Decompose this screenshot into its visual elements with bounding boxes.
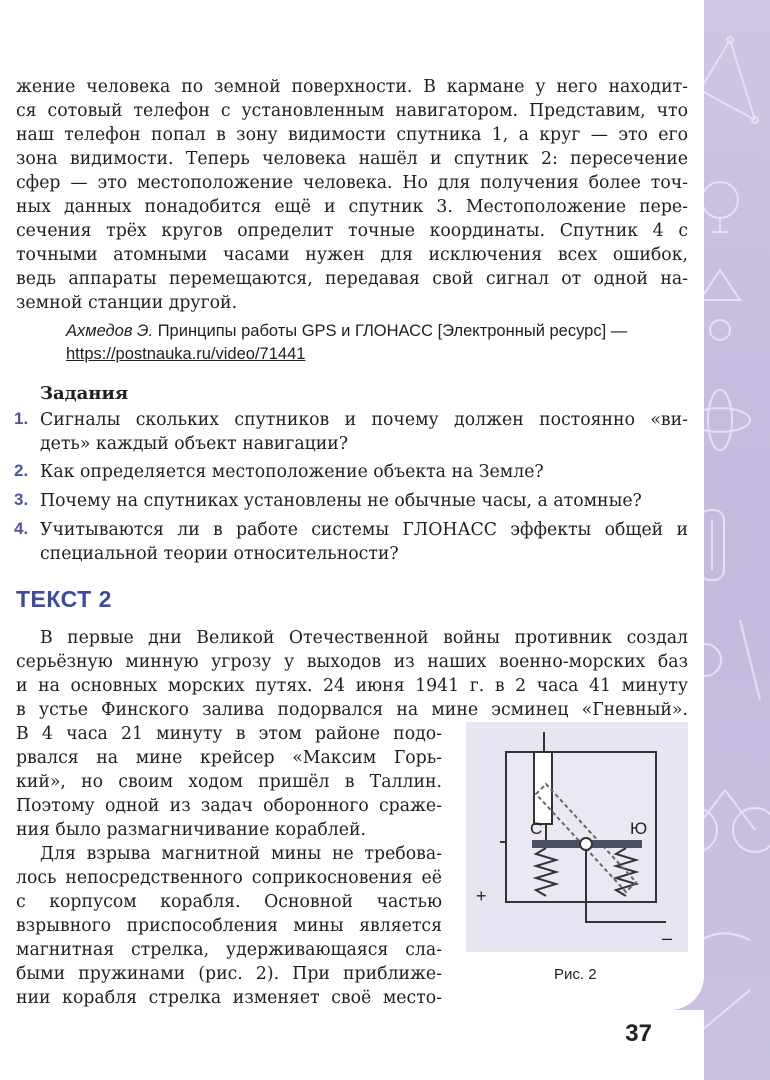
text2-line: в устье Финского залива подорвался на мине эсминец «Гневный». [16, 700, 688, 720]
task-line: Почему на спутниках установлены не обычные часы, а атомные? [40, 491, 642, 511]
intro-line: сфер — это местоположение человека. Но для получения более точ- [16, 173, 688, 193]
plus-sign: + [476, 886, 487, 906]
task-line: Сигналы скольких спутников и почему должен постоянно «ви- [40, 410, 688, 430]
task-line: специальной теории относительности? [40, 544, 399, 564]
text2-line: Поэтому одной из задач оборонного сраже- [16, 796, 442, 816]
figure-caption: Рис. 2 [554, 966, 597, 983]
task-number: 3. [14, 490, 29, 509]
tasks-heading: Задания [40, 383, 129, 404]
text2-line: ния было размагничивание кораблей. [16, 820, 367, 840]
text2-line: нии корабля стрелка изменяет своё место- [16, 988, 442, 1008]
text2-line: взрывного приспособления мины является [16, 916, 442, 936]
text2-line: Для взрыва магнитной мины не требова- [40, 844, 442, 864]
text2-line: серьёзную минную угрозу у выходов из наших военно-морских баз [16, 652, 688, 672]
label-yu: Ю [630, 819, 648, 838]
intro-line: наш телефон попал в зону видимости спутника 1, а круг — это его [16, 125, 688, 145]
page-number: 37 [625, 1020, 652, 1047]
citation [66, 319, 627, 343]
task-number: 1. [14, 409, 29, 428]
intro-line: ся сотовый телефон с установленным навигатором. Представим, что [16, 101, 688, 121]
minus-sign: – [662, 928, 673, 948]
text2-line: быми пружинами (рис. 2). При приближе- [16, 964, 442, 984]
page-footer [0, 1010, 704, 1080]
text2-line: В 4 часа 21 минуту в этом районе подо- [16, 724, 442, 744]
text2-line: магнитная стрелка, удерживающаяся сла- [16, 940, 442, 960]
text2-line: и на основных морских путях. 24 июня 1941 г. в 2 часа 41 минуту [16, 676, 688, 696]
citation-url[interactable]: https://postnauka.ru/video/71441 [66, 345, 306, 363]
intro-line: жение человека по земной поверхности. В кармане у него находит- [16, 77, 688, 97]
text2-line: кий», но своим ходом пришёл в Таллин. [16, 772, 442, 792]
intro-line: зона видимости. Теперь человека нашёл и спутник 2: пересечение [16, 149, 688, 169]
task-number: 2. [14, 461, 29, 480]
citation-author: Ахмедов Э. [66, 322, 154, 340]
mine-mechanism-icon [466, 722, 688, 952]
intro-line: земной станции другой. [16, 293, 238, 313]
text2-line: В первые дни Великой Отечественной войны противник создал [40, 628, 688, 648]
label-s: С [530, 819, 543, 838]
task-line: Учитываются ли в работе системы ГЛОНАСС эффекты общей и [40, 520, 688, 540]
intro-line: сечения трёх кругов определит точные координаты. Спутник 4 с [16, 221, 688, 241]
text2-line: рвался на мине крейсер «Максим Горь- [16, 748, 442, 768]
citation-title: Принципы работы GPS и ГЛОНАСС [Электронный ресурс] — [157, 322, 628, 340]
task-number: 4. [14, 519, 29, 538]
text2-heading: ТЕКСТ 2 [16, 586, 112, 612]
intro-line: ных данных понадобится ещё и спутник 3. Местоположение пере- [16, 197, 688, 217]
intro-line: точными атомными часами нужен для исключения всех ошибок, [16, 245, 688, 265]
text2-line: с корпусом корабля. Основной частью [16, 892, 442, 912]
task-line: Как определяется местоположение объекта на Земле? [40, 462, 544, 482]
intro-line: ведь аппараты перемещаются, передавая свой сигнал от одной на- [16, 269, 688, 289]
task-line: деть» каждый объект навигации? [40, 434, 349, 454]
text2-line: лось непосредственного соприкосновения её [16, 868, 442, 888]
magnetic-mine-diagram [466, 722, 688, 952]
